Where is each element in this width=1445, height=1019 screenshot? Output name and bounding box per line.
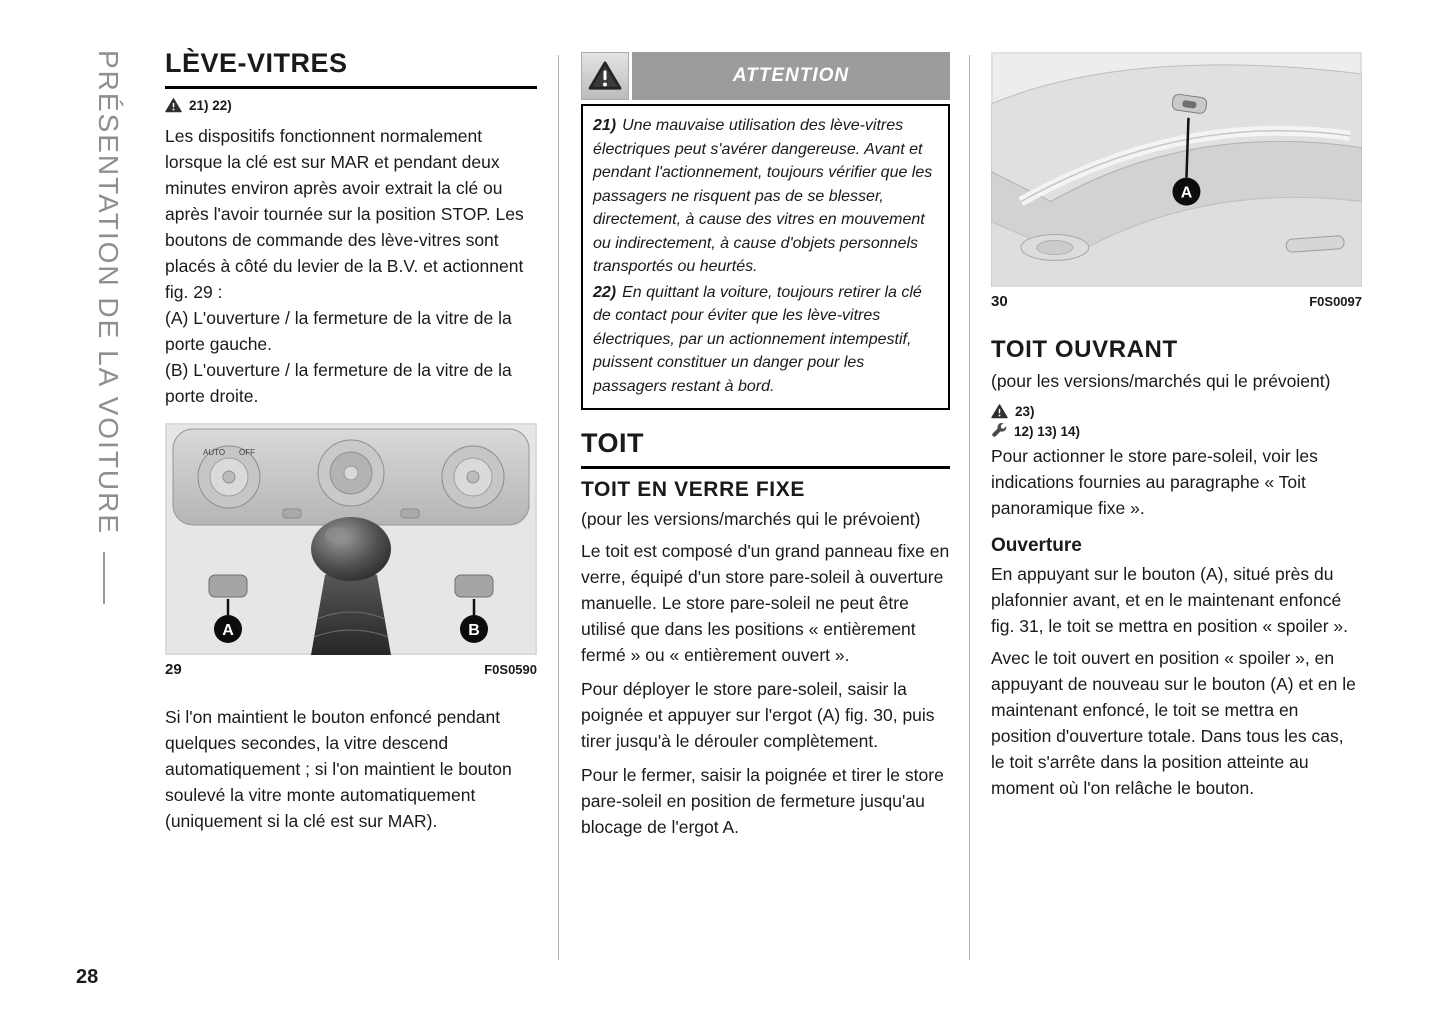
page-number: 28 (76, 966, 99, 988)
body-paragraph: Les dispositifs fonctionnent normalement lorsque la clé est sur MAR et pendant deux minutes environ après avoir extrait la clé ou après l'avoir tournée sur la position STOP. Les boutons de commande des lève-vitres sont placés à côté du levier de la B.V. et actionnent fig. 29 : (165, 126, 524, 302)
figure-number: 29 (165, 661, 182, 678)
figure-29-caption (165, 661, 537, 678)
callout-a-label: A (1180, 184, 1193, 202)
right-window-switch (455, 575, 493, 597)
gear-knob (311, 517, 391, 581)
warning-text: Une mauvaise utilisation des lève-vitres électriques peut s'avérer dangereuse. Avant et pendant l'actionnement, toujours vérifier que les passagers ne risquent pas de se blesser, directement, à cause des vitres en mouvement ou indirectement, à cause d'objets personnels transportés ou heurtés. (593, 117, 933, 275)
section-title-toit-ouvrant: TOIT OUVRANT (991, 336, 1178, 364)
warning-item-22 (593, 281, 938, 399)
warning-refs-row (165, 98, 537, 113)
warning-item-21 (593, 114, 938, 279)
title-rule (165, 86, 537, 89)
body-paragraph: Le toit est composé d'un grand panneau fixe en verre, équipé d'un store pare-soleil à ouverture manuelle. Le store pare-soleil ne peut être utilisé que dans les positions « entièrement fermé » ou « entièrement ouvert ». (581, 541, 950, 665)
subsection-title-toit-verre: TOIT EN VERRE FIXE (581, 478, 805, 501)
figure-30-image (991, 52, 1362, 287)
attention-title-bar: ATTENTION (632, 52, 950, 100)
section-title-toit: TOIT (581, 428, 645, 458)
chapter-sidebar-title: PRÉSENTATION DE LA VOITURE (93, 50, 124, 536)
body-paragraph: Si l'on maintient le bouton enfoncé pendant quelques secondes, la vitre descend automatiquement ; si l'on maintient le bouton soulevé la vitre monte automatiquement (uniquement si la clé est sur MAR). (165, 707, 512, 831)
figure-29 (165, 423, 537, 678)
column-left (165, 48, 537, 834)
figure-code: F0S0097 (1309, 294, 1362, 310)
body-paragraph: Avec le toit ouvert en position « spoiler », en appuyant de nouveau sur le bouton (A) et en le maintenant enfoncé, le toit se mettra en position d'ouverture totale. Dans tous les cas, le toit s'arrête dans la position atteinte au moment où l'on relâche le bouton. (991, 648, 1356, 799)
wrench-icon (991, 423, 1007, 439)
sidebar-rule (103, 552, 105, 604)
figure-30-caption (991, 293, 1362, 310)
body-paragraph: Pour déployer le store pare-soleil, saisir la poignée et appuyer sur l'ergot (A) fig. 30, puis tirer jusqu'à le dérouler complètement. (581, 679, 935, 751)
maintenance-refs-row (991, 423, 1362, 439)
list-item-b: (B) L'ouverture / la fermeture de la vitre de la porte droite. (165, 360, 512, 406)
knob-label-auto: AUTO (203, 448, 226, 457)
warning-box (581, 104, 950, 410)
left-window-switch (209, 575, 247, 597)
column-divider (558, 55, 559, 960)
list-item-a: (A) L'ouverture / la fermeture de la vitre de la porte gauche. (165, 308, 512, 354)
column-divider (969, 55, 970, 960)
figure-number: 30 (991, 293, 1008, 311)
maintenance-refs-label: 12) 13) 14) (1014, 423, 1081, 439)
warning-ref-label: 23) (1015, 404, 1035, 420)
warning-triangle-icon (991, 404, 1008, 419)
subsection-title-ouverture: Ouverture (991, 535, 1082, 557)
warning-triangle-icon (165, 98, 182, 113)
knob-label-off: OFF (239, 448, 255, 457)
warning-number: 21) (593, 117, 617, 134)
body-paragraph: Pour le fermer, saisir la poignée et tirer le store pare-soleil en position de fermeture jusqu'au blocage de l'ergot A. (581, 765, 944, 837)
attention-warning-icon (581, 52, 629, 100)
figure-code: F0S0590 (484, 662, 537, 677)
callout-a-label: A (222, 622, 234, 639)
warning-refs-label: 21) 22) (189, 98, 232, 113)
warning-text: En quittant la voiture, toujours retirer la clé de contact pour éviter que les lève-vitres électriques, par un actionnement intempestif, puissent constituer un danger pour les passagers restant à bord. (593, 283, 922, 395)
column-middle (581, 52, 950, 840)
section-title-leve-vitres: LÈVE-VITRES (165, 48, 348, 78)
warning-number: 22) (593, 283, 617, 301)
figure-29-image (165, 423, 537, 655)
title-rule (581, 466, 950, 469)
attention-header (581, 52, 950, 100)
body-paragraph: Pour actionner le store pare-soleil, voir les indications fournies au paragraphe « Toit panoramique fixe ». (991, 446, 1318, 519)
figure-30 (991, 52, 1362, 310)
callout-b-label: B (468, 622, 480, 639)
warning-ref-row (991, 404, 1362, 419)
column-right (991, 52, 1362, 801)
subsection-subtitle: (pour les versions/marchés qui le prévoient) (581, 509, 921, 529)
body-paragraph: En appuyant sur le bouton (A), situé près du plafonnier avant, et en le maintenant enfoncé fig. 31, le toit se mettra en position « spoiler ». (991, 564, 1348, 637)
subsection-subtitle: (pour les versions/marchés qui le prévoient) (991, 371, 1331, 392)
